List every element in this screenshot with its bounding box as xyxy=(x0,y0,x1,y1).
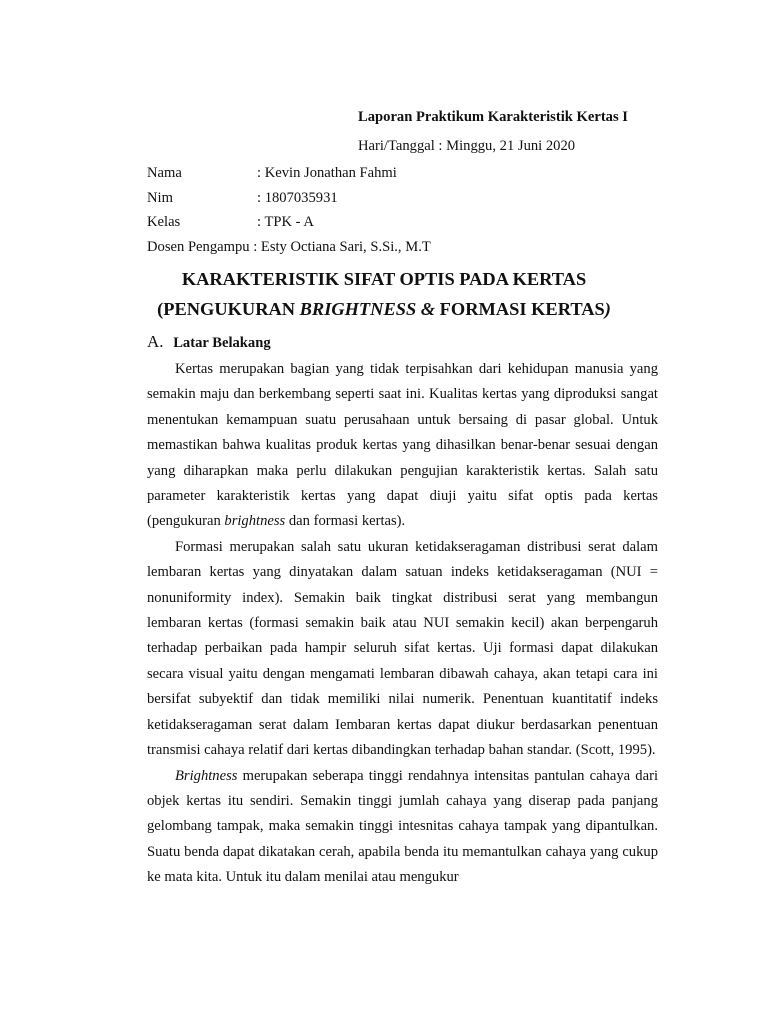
date-line: Hari/Tanggal : Minggu, 21 Juni 2020 xyxy=(358,138,576,154)
main-title-line2 xyxy=(0,299,768,320)
paragraph-2: Formasi merupakan salah satu ukuran ketidakseragaman distribusi serat dalam lembaran kertas yang dinyatakan dalam satuan indeks ketidakseragaman (NUI = nonuniformity index). Semakin baik tingkat distribusi serat yang membangun lembaran kertas (formasi semakin baik atau NUI semakin kecil) akan berpengaruh terhadap perbaikan pada hampir seluruh sifat kertas. Uji formasi dapat dilakukan secara visual yaitu dengan mengamati lembaran dibawah cahaya, akan tetapi cara ini bersifat subyektif dan tidak memiliki nilai numerik. Penentuan kuantitatif indeks ketidakseragaman serat dalam Iembaran kertas dapat diukur berdasarkan penentuan transmisi cahaya relatif dari kertas dibandingkan terhadap bahan standar. (Scott, 1995). xyxy=(147,538,658,759)
info-label: Kelas xyxy=(147,214,181,231)
report-header xyxy=(358,103,628,161)
main-title-line1: KARAKTERISTIK SIFAT OPTIS PADA KERTAS xyxy=(181,269,587,289)
info-row-kelas xyxy=(147,210,431,235)
title-suffix: FORMASI KERTAS xyxy=(435,299,605,319)
section-letter: A. xyxy=(147,332,164,351)
paragraph-text: dan formasi kertas). xyxy=(285,513,406,530)
info-row-dosen xyxy=(147,235,431,260)
paragraph-3 xyxy=(147,764,658,891)
report-title: Laporan Praktikum Karakteristik Kertas I xyxy=(358,109,628,125)
student-info xyxy=(147,161,431,260)
info-row-nama xyxy=(147,161,431,186)
info-value: : 1807035931 xyxy=(257,189,338,206)
paragraph-italic: brightness xyxy=(224,513,286,530)
info-value: : Esty Octiana Sari, S.Si., M.T xyxy=(249,239,431,256)
paragraph-text: merupakan seberapa tinggi rendahnya intensitas pantulan cahaya dari objek kertas itu sendiri. Semakin tinggi jumlah cahaya yang diserap pada panjang gelombang tampak, maka semakin tinggi intesnitas cahaya tampak yang dipantulkan. Suatu benda dapat dikatakan cerah, apabila benda itu memantulkan cahaya yang cukup ke mata kita. Untuk itu dalam menilai atau mengukur xyxy=(147,767,658,886)
info-label: Nim xyxy=(147,189,173,206)
paragraph-1 xyxy=(147,357,658,535)
title-close: ) xyxy=(604,299,611,319)
info-value: : Kevin Jonathan Fahmi xyxy=(257,165,397,181)
body-text xyxy=(147,357,658,891)
section-title: Latar Belakang xyxy=(173,335,271,351)
paragraph-text: Kertas merupakan bagian yang tidak terpisahkan dari kehidupan manusia yang semakin maju dan berkembang seperti saat ini. Kualitas kertas yang diproduksi sangat menentukan kemampuan suatu perusahaan untuk bersaing di pasar global. Untuk memastikan bahwa kualitas produk kertas yang dihasilkan benar-benar sesuai dengan yang diharapkan maka perlu dilakukan pengujian karakteristik kertas. Salah satu parameter karakteristik kertas yang dapat diuji yaitu sifat optis pada kertas (pengukuran xyxy=(147,361,658,530)
info-row-nim xyxy=(147,186,431,211)
info-label: Dosen Pengampu xyxy=(147,239,250,256)
section-heading xyxy=(147,332,271,352)
info-label: Nama xyxy=(147,165,182,181)
paragraph-italic: Brightness xyxy=(175,767,238,784)
title-prefix: (PENGUKURAN xyxy=(157,299,300,319)
info-value: : TPK - A xyxy=(257,214,314,231)
title-italic: BRIGHTNESS & xyxy=(299,299,436,319)
